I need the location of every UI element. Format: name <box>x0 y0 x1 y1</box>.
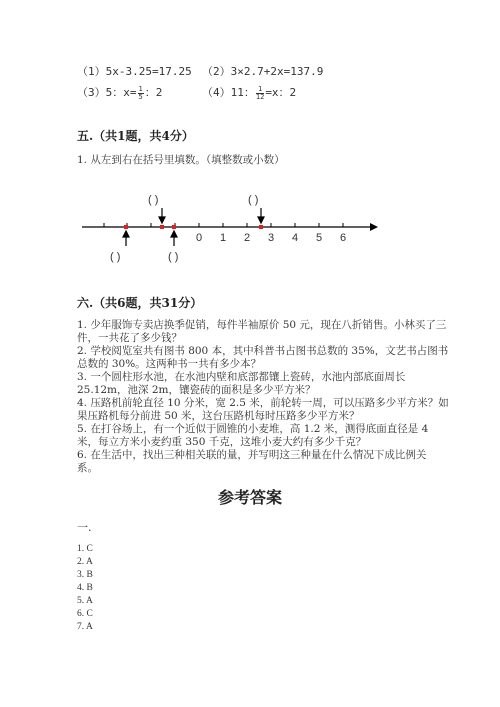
fraction-denominator: 12 <box>255 92 265 101</box>
answer-item: 1. C <box>77 544 93 554</box>
fraction <box>138 86 144 101</box>
point-marker <box>172 225 176 229</box>
answer-blank: ( ) <box>148 194 159 206</box>
equation-4 <box>202 84 296 101</box>
answer-item: 6. C <box>77 609 93 619</box>
equation-1: （1）5x-3.25=17.25 <box>77 65 192 78</box>
point-marker <box>124 225 128 229</box>
section-6-questions <box>77 319 449 475</box>
tick-label: 2 <box>243 232 251 244</box>
fraction-denominator: 5 <box>138 92 143 101</box>
equation-3 <box>77 84 162 101</box>
axis-arrowhead <box>370 223 378 231</box>
answer-item: 5. A <box>77 596 93 606</box>
answers-title: 参考答案 <box>217 488 282 507</box>
question-line: 米，每立方米小麦约重 350 千克，这堆小麦大约有多少千克？ <box>77 436 367 448</box>
answer-item: 3. B <box>77 570 93 580</box>
tick-label: 1 <box>219 232 227 244</box>
question-line: 3. 一个圆柱形水池，在水池内壁和底部都镶上瓷砖，水池内部底面周长 <box>77 371 406 383</box>
answer-blank: ( ) <box>168 251 179 263</box>
answer-item: 2. A <box>77 557 93 567</box>
equation-2: （2）3×2.7+2x=137.9 <box>202 65 324 78</box>
equation-3-suffix: ：2 <box>144 86 163 99</box>
answers-part-heading: 一. <box>77 521 92 534</box>
number-line-figure <box>0 190 500 280</box>
question-line: 系。 <box>77 462 98 474</box>
ticks <box>104 223 343 227</box>
up-arrow-head <box>123 231 129 237</box>
equation-4-suffix: =x：2 <box>265 86 297 99</box>
question-line: 1. 少年服饰专卖店换季促销，每件半袖原价 50 元，现在八折销售。小林买了三 <box>77 319 447 331</box>
tick-label: 6 <box>339 232 347 244</box>
down-arrow-head <box>258 217 264 223</box>
question-line: 6. 在生活中，找出三种相关联的量，并写明这三种量在什么情况下成比例关 <box>77 449 427 461</box>
tick-label: 0 <box>195 232 203 244</box>
fraction-numerator: 1 <box>256 86 264 94</box>
point-marker <box>259 225 263 229</box>
up-arrow-head <box>171 231 177 237</box>
equation-3-prefix: （3）5：x= <box>77 86 137 99</box>
question-line: 件，一共花了多少钱？ <box>77 332 182 344</box>
question-line: 2. 学校阅览室共有图书 800 本，其中科普书占图书总数的 35%，文艺书占图书 <box>77 345 449 357</box>
fraction-numerator: 1 <box>138 84 143 93</box>
answer-blank: ( ) <box>110 251 121 263</box>
tick-label: 5 <box>315 232 323 244</box>
section-5-question: 1. 从左到右在括号里填数。（填整数或小数） <box>77 154 285 166</box>
section-6-title: 六.（共6题，共31分） <box>77 296 203 310</box>
answer-list <box>77 543 93 634</box>
down-arrow-head <box>159 217 165 223</box>
question-line: 25.12m，池深 2m，镶瓷砖的面积是多少平方米？ <box>77 384 316 396</box>
question-line: 5. 在打谷场上，有一个近似于圆锥的小麦堆，高 1.2 米，测得底面直径是 4 <box>77 423 429 435</box>
answer-item: 7. A <box>77 622 93 632</box>
question-line: 总数的 30%。这两种书一共有多少本？ <box>77 358 262 370</box>
tick-label: 3 <box>267 232 275 244</box>
fraction <box>256 86 264 101</box>
section-5-title: 五.（共1题，共4分） <box>77 129 194 143</box>
answer-item: 4. B <box>77 583 93 593</box>
question-line: 果压路机每分前进 50 米，这台压路机每时压路多少平方米？ <box>77 410 360 422</box>
point-marker <box>160 225 164 229</box>
tick-label: 4 <box>291 232 299 244</box>
question-line: 4. 压路机前轮直径 10 分米，宽 2.5 米，前轮转一周，可以压路多少平方米？如 <box>77 397 449 409</box>
answer-blank: ( ) <box>248 194 259 206</box>
equation-4-prefix: （4）11： <box>202 86 255 99</box>
